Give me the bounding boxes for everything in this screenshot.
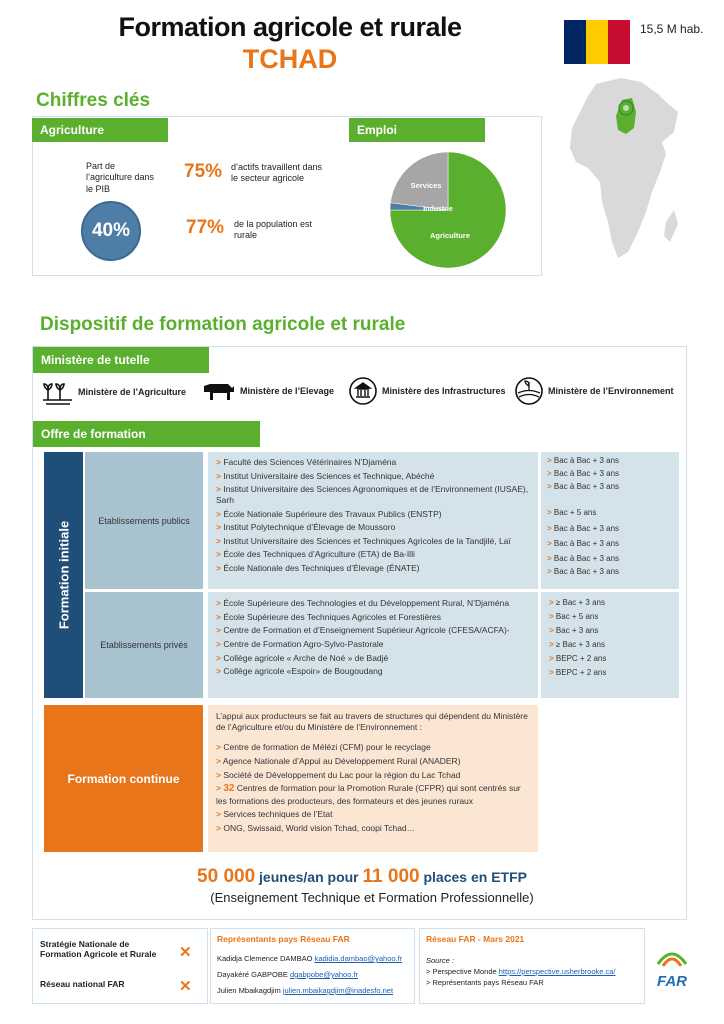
pib-label: Part de l’agriculture dans le PIB [86, 161, 155, 194]
list-item: > Institut Universitaire des Sciences Agronomiques et de l’Environnement (IUSAE), Sarh [216, 484, 529, 505]
list-item: > Collège agricole « Arche de Noé » de Badjé [216, 652, 389, 663]
pib-circle: 40% [81, 201, 141, 261]
email-link[interactable]: kadidia.dambao@yahoo.fr [314, 954, 403, 963]
list-item: > Collège agricole «Espoir» de Bougoudang [216, 666, 383, 677]
formation-continue-label: Formation continue [44, 705, 203, 852]
agriculture-label: Agriculture [32, 118, 168, 142]
level-item: > Bac à Bac + 3 ans [547, 469, 620, 478]
level-item: > ≥ Bac + 3 ans [549, 640, 605, 649]
formation-initiale-bar [44, 452, 83, 698]
footer-item-network: Réseau national FAR [40, 979, 125, 989]
pie-label-industrie: Industrie [423, 206, 453, 213]
chad-flag [564, 20, 630, 64]
continue-intro: L’appui aux producteurs se fait au travers de structures qui dépendent du Ministère de l’Agriculture et/ou du Ministère de l’Environnement : [216, 711, 528, 732]
offre-label: Offre de formation [33, 421, 260, 447]
list-item: > Faculté des Sciences Vétérinaires N’Djaména [216, 457, 397, 467]
publics-levels [541, 452, 679, 589]
list-item: > Institut Universitaire des Sciences et Technique, Abéché [216, 470, 435, 481]
list-item: > Centre de Formation Agro-Sylvo-Pastorale [216, 638, 384, 649]
list-item: > École des Techniques d’Agriculture (ETA) de Ba-Illi [216, 549, 415, 560]
far-logo-icon [655, 944, 689, 968]
source-link[interactable]: https://perspective.usherbrooke.ca/ [498, 967, 616, 976]
email-link[interactable]: julien.mbaikagdjim@inadesfo.net [282, 986, 394, 995]
rep-1: Kadidja Clemence DAMBAO kadidia.dambao@yahoo.fr [217, 954, 403, 963]
rep-2: Dayakéré GABPOBE dgabpobe@yahoo.fr [217, 970, 359, 979]
list-item: > Institut Polytechnique d’Élevage de Moussoro [216, 522, 396, 533]
dispositif-title: Dispositif de formation agricole et rurale [40, 314, 406, 335]
population: 15,5 M hab. [640, 22, 704, 36]
level-item: > Bac à Bac + 3 ans [547, 567, 620, 576]
publics-list [208, 452, 538, 589]
source-2: > Représentants pays Réseau FAR [426, 978, 544, 987]
cross-icon: ✕ [179, 978, 192, 995]
ministry-agriculture-label: Ministère de l’Agriculture [78, 387, 187, 397]
key-figures-title: Chiffres clés [36, 90, 151, 111]
stat1-text: d’actifs travaillent dans le secteur agricole [231, 162, 323, 184]
list-item: > Centre de Formation et d’Enseignement Supérieur Agricole (CFESA/ACFA)- [216, 625, 510, 636]
building-icon [348, 376, 378, 406]
level-item: > Bac + 5 ans [549, 612, 599, 621]
source-label: Source : [426, 956, 454, 965]
ministry-environnement-label: Ministère de l’Environnement [548, 386, 674, 396]
prives-label: Etablissements privés [85, 592, 203, 698]
list-item: > École Nationale des Techniques d’Élevage (ÉNATE) [216, 563, 420, 573]
level-item: > Bac à Bac + 3 ans [547, 539, 620, 548]
email-link[interactable]: dgabpobe@yahoo.fr [289, 970, 359, 979]
page-title: Formation agricole et rurale [118, 12, 462, 42]
stat1-value: 75% [184, 161, 223, 182]
prives-levels [541, 592, 679, 698]
ministry-environnement [514, 376, 674, 406]
stat2-value: 77% [186, 217, 225, 238]
globe-icon [514, 376, 544, 406]
ministry-infrastructures [348, 376, 506, 406]
ministry-elevage [200, 380, 334, 402]
employment-pie-chart [388, 150, 508, 270]
level-item: > Bac + 3 ans [549, 626, 599, 635]
list-item: > Services techniques de l’Etat [216, 809, 333, 820]
publics-label: Etablissements publics [85, 452, 203, 589]
stat2-text: de la population est rurale [234, 219, 313, 241]
formation-initiale-label: Formation initiale [56, 520, 71, 630]
ministry-elevage-label: Ministère de l’Elevage [240, 386, 335, 396]
pie-label-agriculture: Agriculture [429, 231, 471, 240]
level-item: > Bac à Bac + 3 ans [547, 482, 620, 491]
pie-label-services: Services [410, 181, 442, 190]
cow-icon [200, 380, 236, 402]
level-item: > ≥ Bac + 3 ans [549, 598, 605, 607]
tutelle-label: Ministère de tutelle [33, 347, 209, 373]
list-item: > École Nationale Supérieure des Travaux Publics (ENSTP) [216, 508, 442, 519]
etfp-headline: 50 000 jeunes/an pour 11 000 places en ETFP [197, 866, 527, 887]
seedling-icon [42, 378, 74, 406]
level-item: > Bac à Bac + 3 ans [547, 456, 620, 465]
prives-list [208, 592, 538, 698]
far-date-title: Réseau FAR - Mars 2021 [426, 934, 525, 944]
level-item: > Bac + 5 ans [547, 508, 597, 517]
list-item: > Société de Développement du Lac pour la région du Lac Tchad [216, 769, 461, 780]
representants-title: Représentants pays Réseau FAR [217, 934, 350, 944]
level-item: > BEPC + 2 ans [549, 668, 607, 677]
far-logo-text: FAR [657, 973, 687, 990]
level-item: > Bac à Bac + 3 ans [547, 524, 620, 533]
level-item: > BEPC + 2 ans [549, 654, 607, 663]
source-1: > Perspective Monde https://perspective.usherbrooke.ca/ [426, 967, 616, 976]
level-item: > Bac à Bac + 3 ans [547, 554, 620, 563]
country-title: TCHAD [242, 44, 338, 74]
etfp-subtitle: (Enseignement Technique et Formation Professionnelle) [210, 890, 534, 905]
list-item: > Centre de formation de Mélézi (CFM) pour le recyclage [216, 742, 431, 753]
list-item: > Agence Nationale d’Appui au Développement Rural (ANADER) [216, 755, 461, 766]
list-item: > 32 Centres de formation pour la Promotion Rurale (CFPR) qui sont centrés sur les formations des producteurs, des formateurs et des jeunes ruraux [216, 783, 521, 806]
ministry-infrastructures-label: Ministère des Infrastructures [382, 386, 506, 396]
footer-col2 [210, 928, 415, 1004]
emploi-label: Emploi [349, 118, 485, 142]
list-item: > Institut Universitaire des Sciences et Techniques Agricoles de la Tandjilé, Laï [216, 535, 511, 546]
footer-col1 [32, 928, 208, 1004]
footer-item-strategy: Stratégie Nationale de Formation Agricole et Rurale [40, 939, 157, 959]
far-logo [652, 944, 692, 1000]
rep-3: Julien Mbaikagdjim julien.mbaikagdjim@inadesfo.net [217, 986, 394, 995]
list-item: > École Supérieure des Technologies et du Développement Rural, N’Djaména [216, 598, 510, 608]
africa-map [566, 72, 686, 272]
list-item: > École Supérieure des Techniques Agricoles et Forestières [216, 611, 442, 622]
list-item: > ONG, Swissaid, World vision Tchad, coopi Tchad… [216, 822, 416, 833]
ministry-agriculture [42, 378, 186, 406]
formation-continue-list [208, 705, 538, 852]
cross-icon: ✕ [179, 944, 192, 961]
footer-col3 [419, 928, 645, 1004]
cfpr-count: 32 [223, 783, 235, 795]
